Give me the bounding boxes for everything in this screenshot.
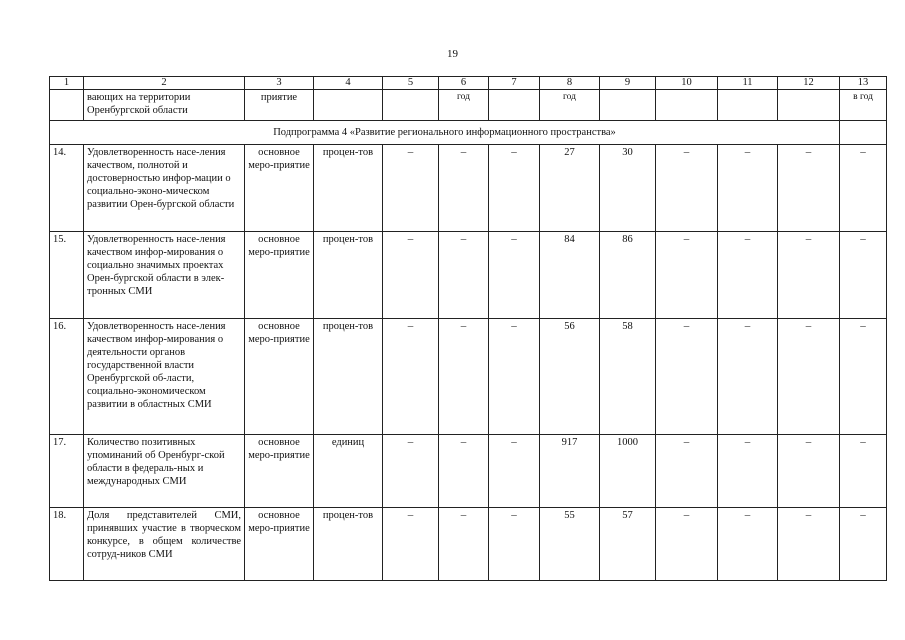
header-cell: 10 (656, 77, 718, 90)
indicator-name-cell: Удовлетворенность насе-ления качеством инфор-мирования о социально значимых проектах Орен-бургской области в элек-тронных СМИ (84, 232, 245, 319)
row-number: 17. (50, 435, 84, 508)
year-cell: год (439, 90, 489, 121)
header-cell: 5 (383, 77, 439, 90)
header-cell: 3 (245, 77, 314, 90)
value-cell: – (439, 319, 489, 435)
unit-cell: процен-тов (314, 508, 383, 581)
value-cell: – (718, 232, 778, 319)
value-cell: 58 (600, 319, 656, 435)
value-cell: – (489, 435, 540, 508)
row-number: 16. (50, 319, 84, 435)
value-cell: – (840, 319, 887, 435)
indicator-name-cell: Удовлетворенность насе-ления качеством, полнотой и достоверностью инфор-мации о социально-эконо-мическом развитии Орен-бургской области (84, 145, 245, 232)
value-cell: – (439, 435, 489, 508)
column-number-header (50, 77, 887, 90)
indicator-name-cell: вающих на территории Оренбургской области (84, 90, 245, 121)
value-cell: – (489, 145, 540, 232)
event-type-cell: основное меро-приятие (245, 435, 314, 508)
value-cell: – (656, 145, 718, 232)
page-number: 19 (447, 48, 458, 60)
header-cell: 1 (50, 77, 84, 90)
value-cell: – (656, 232, 718, 319)
value-cell: 917 (540, 435, 600, 508)
value-cell: – (383, 319, 439, 435)
value-cell: – (439, 508, 489, 581)
value-cell: 86 (600, 232, 656, 319)
unit-cell: процен-тов (314, 145, 383, 232)
value-cell: 84 (540, 232, 600, 319)
value-cell: – (656, 435, 718, 508)
event-type-cell: основное меро-приятие (245, 145, 314, 232)
value-cell: – (778, 145, 840, 232)
table-row (50, 319, 887, 435)
value-cell: 56 (540, 319, 600, 435)
value-cell: – (840, 145, 887, 232)
indicator-name-cell: Доля представителей СМИ, принявших участие в творческом конкурсе, в общем количестве сотруд-ников СМИ (84, 508, 245, 581)
value-cell: – (778, 508, 840, 581)
table-cell (840, 121, 887, 145)
table-cell (656, 90, 718, 121)
header-cell: 8 (540, 77, 600, 90)
subprogram-row (50, 121, 887, 145)
per-year-cell: в год (840, 90, 887, 121)
header-cell: 12 (778, 77, 840, 90)
event-type-cell: основное меро-приятие (245, 508, 314, 581)
unit-cell: единиц (314, 435, 383, 508)
row-number: 18. (50, 508, 84, 581)
value-cell: – (439, 145, 489, 232)
header-cell: 7 (489, 77, 540, 90)
event-type-cell: приятие (245, 90, 314, 121)
table-cell (314, 90, 383, 121)
table-cell (778, 90, 840, 121)
row-number: 14. (50, 145, 84, 232)
header-cell: 6 (439, 77, 489, 90)
table-row (50, 145, 887, 232)
subprogram-title: Подпрограмма 4 «Развитие регионального информационного пространства» (50, 121, 840, 145)
unit-cell: процен-тов (314, 232, 383, 319)
table-row (50, 232, 887, 319)
table-cell (50, 90, 84, 121)
header-cell: 4 (314, 77, 383, 90)
header-cell: 2 (84, 77, 245, 90)
value-cell: – (840, 232, 887, 319)
table-cell (489, 90, 540, 121)
value-cell: – (718, 145, 778, 232)
value-cell: – (718, 319, 778, 435)
header-cell: 9 (600, 77, 656, 90)
value-cell: – (383, 508, 439, 581)
value-cell: – (778, 435, 840, 508)
value-cell: – (778, 232, 840, 319)
value-cell: 30 (600, 145, 656, 232)
indicators-table (49, 76, 887, 581)
header-cell: 11 (718, 77, 778, 90)
value-cell: – (778, 319, 840, 435)
value-cell: 1000 (600, 435, 656, 508)
row-number: 15. (50, 232, 84, 319)
value-cell: – (383, 232, 439, 319)
year-cell: год (540, 90, 600, 121)
value-cell: – (439, 232, 489, 319)
table-cell (718, 90, 778, 121)
value-cell: – (383, 145, 439, 232)
value-cell: – (718, 435, 778, 508)
value-cell: 57 (600, 508, 656, 581)
table-cell (383, 90, 439, 121)
value-cell: – (489, 508, 540, 581)
value-cell: 55 (540, 508, 600, 581)
value-cell: – (718, 508, 778, 581)
table-row (50, 508, 887, 581)
value-cell: – (489, 232, 540, 319)
indicator-name-cell: Количество позитивных упоминаний об Оренбург-ской области в федераль-ных и международных СМИ (84, 435, 245, 508)
value-cell: – (383, 435, 439, 508)
value-cell: – (489, 319, 540, 435)
value-cell: 27 (540, 145, 600, 232)
continuation-row (50, 90, 887, 121)
table-cell (600, 90, 656, 121)
value-cell: – (656, 508, 718, 581)
table-row (50, 435, 887, 508)
event-type-cell: основное меро-приятие (245, 319, 314, 435)
value-cell: – (840, 508, 887, 581)
value-cell: – (840, 435, 887, 508)
unit-cell: процен-тов (314, 319, 383, 435)
event-type-cell: основное меро-приятие (245, 232, 314, 319)
header-cell: 13 (840, 77, 887, 90)
value-cell: – (656, 319, 718, 435)
indicator-name-cell: Удовлетворенность насе-ления качеством инфор-мирования о деятельности органов государственной власти Оренбургской об-ласти, социально-экономическом развитии в областных СМИ (84, 319, 245, 435)
